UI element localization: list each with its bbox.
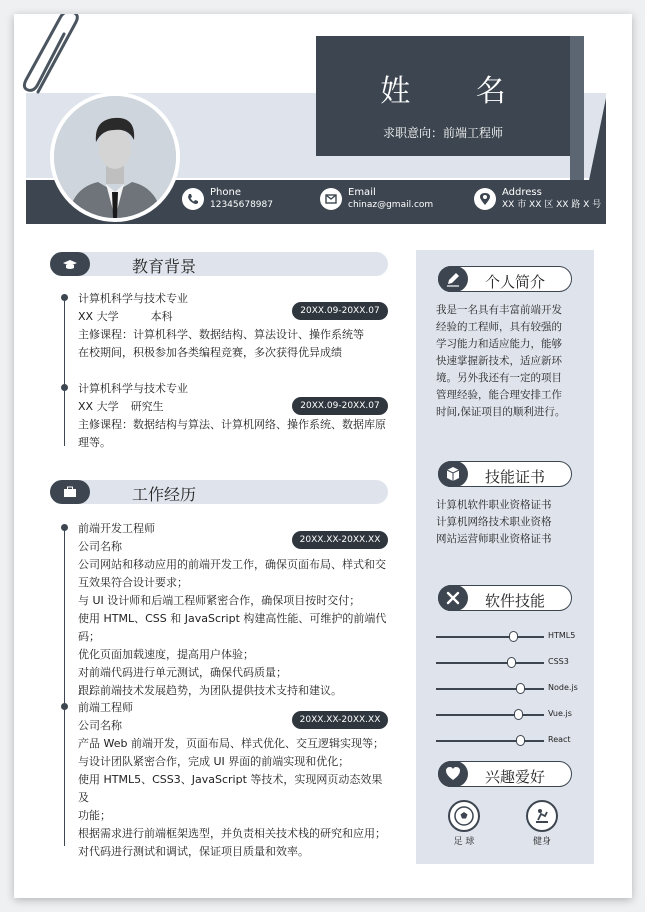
profile-title: 个人简介 bbox=[485, 273, 546, 291]
address-label: Address bbox=[502, 187, 542, 198]
profile-line: 管理经验，能合理安排工作 bbox=[436, 389, 562, 401]
skill-row bbox=[436, 682, 586, 696]
hobbies-header bbox=[438, 761, 572, 787]
graduation-cap-icon bbox=[50, 252, 90, 276]
contact-address bbox=[474, 186, 601, 212]
work-line: 功能； bbox=[78, 809, 111, 822]
avatar bbox=[50, 92, 180, 222]
education-line: 主修课程：计算机科学、数据结构、算法设计、操作系统等 bbox=[78, 328, 364, 341]
contact-email bbox=[320, 186, 433, 212]
cert-item: 计算机软件职业资格证书 bbox=[436, 499, 552, 511]
software-header bbox=[438, 585, 572, 611]
education-timeline bbox=[64, 298, 65, 446]
work-timeline bbox=[64, 526, 65, 846]
skill-track bbox=[436, 688, 544, 690]
name-box-edge bbox=[570, 36, 584, 180]
education-entry bbox=[78, 380, 390, 452]
education-degree: 本科 bbox=[150, 310, 173, 323]
address-value: XX 市 XX 区 XX 路 X 号 bbox=[502, 200, 602, 210]
football-icon bbox=[448, 800, 480, 832]
email-icon bbox=[320, 188, 342, 210]
hobby-football bbox=[444, 800, 484, 847]
profile-line: 快速掌握新技术，适应新环 bbox=[436, 355, 562, 367]
heart-icon bbox=[438, 761, 468, 787]
timeline-dot bbox=[61, 384, 68, 391]
skill-row bbox=[436, 708, 586, 722]
cert-item: 网站运营师职业资格证书 bbox=[436, 533, 552, 545]
timeline-dot bbox=[61, 703, 68, 710]
work-line: 产品 Web 前端开发，页面布局、样式优化、交互逻辑实现等； bbox=[78, 737, 384, 750]
profile-line: 时间,保证项目的顺利进行。 bbox=[436, 406, 566, 418]
certs-title: 技能证书 bbox=[485, 468, 546, 486]
work-company: 公司名称 bbox=[78, 719, 122, 732]
phone-value: 12345678987 bbox=[210, 200, 273, 210]
certs-list bbox=[436, 497, 576, 548]
education-entry bbox=[78, 290, 390, 362]
email-label: Email bbox=[348, 187, 376, 198]
skill-level-knob bbox=[507, 657, 516, 668]
work-date: 20XX.XX-20XX.XX bbox=[292, 531, 388, 549]
work-line: 互效果符合设计要求； bbox=[78, 576, 188, 589]
briefcase-icon bbox=[50, 480, 90, 504]
skill-name: CSS3 bbox=[548, 657, 569, 666]
profile-header bbox=[438, 266, 572, 292]
resume-page bbox=[14, 14, 632, 898]
skill-level-knob bbox=[514, 709, 523, 720]
work-line: 根据需求进行前端框架选型，并负责相关技术栈的研究和应用； bbox=[78, 827, 386, 840]
cert-item: 计算机网络技术职业资格 bbox=[436, 516, 552, 528]
software-title: 软件技能 bbox=[485, 592, 546, 610]
profile-text bbox=[436, 302, 576, 421]
education-header bbox=[50, 252, 388, 276]
work-line: 优化页面加载速度，提高用户体验； bbox=[78, 648, 254, 661]
certs-header bbox=[438, 461, 572, 487]
portrait-image bbox=[54, 96, 176, 218]
fitness-icon bbox=[526, 800, 558, 832]
skill-track bbox=[436, 636, 544, 638]
skill-name: React bbox=[548, 735, 571, 744]
name-box bbox=[316, 36, 570, 156]
hobby-label: 足 球 bbox=[453, 837, 475, 847]
location-icon bbox=[474, 188, 496, 210]
education-date: 20XX.09-20XX.07 bbox=[292, 397, 388, 415]
skill-track bbox=[436, 714, 544, 716]
work-header bbox=[50, 480, 388, 504]
education-title: 教育背景 bbox=[132, 257, 197, 276]
skill-level-knob bbox=[509, 631, 518, 642]
profile-line: 我是一名具有丰富前端开发 bbox=[436, 304, 562, 316]
education-major: 计算机科学与技术专业 bbox=[78, 292, 188, 305]
profile-line: 境。另外我还有一定的项目 bbox=[436, 372, 562, 384]
education-line: 理等。 bbox=[78, 436, 111, 449]
work-line: 使用 HTML、CSS 和 JavaScript 构建高性能、可维护的前端代码； bbox=[78, 612, 387, 643]
hobbies-title: 兴趣爱好 bbox=[485, 768, 546, 786]
timeline-dot bbox=[61, 294, 68, 301]
skill-name: Vue.js bbox=[548, 709, 572, 718]
skill-track bbox=[436, 662, 544, 664]
skill-level-knob bbox=[516, 683, 525, 694]
education-line: 主修课程：数据结构与算法、计算机网络、操作系统、数据库原 bbox=[78, 418, 386, 431]
work-line: 对前端代码进行单元测试，确保代码质量； bbox=[78, 666, 287, 679]
sidebar-column bbox=[416, 250, 594, 864]
work-role: 前端开发工程师 bbox=[78, 522, 155, 535]
email-value: chinaz@gmail.com bbox=[348, 200, 434, 210]
education-degree: 研究生 bbox=[130, 400, 164, 413]
contact-phone bbox=[182, 186, 273, 212]
pen-icon bbox=[438, 266, 468, 292]
work-role: 前端工程师 bbox=[78, 701, 133, 714]
phone-label: Phone bbox=[210, 187, 241, 198]
work-line: 公司网站和移动应用的前端开发工作，确保页面布局、样式和交 bbox=[78, 558, 386, 571]
profile-line: 经验的工程师，具有较强的 bbox=[436, 321, 562, 333]
work-line: 与 UI 设计师和后端工程师紧密合作，确保项目按时交付； bbox=[78, 594, 361, 607]
skill-name: HTML5 bbox=[548, 631, 576, 640]
skill-row bbox=[436, 630, 586, 644]
education-major: 计算机科学与技术专业 bbox=[78, 382, 188, 395]
education-line: 在校期间，积极参加各类编程竞赛，多次获得优异成绩 bbox=[78, 346, 342, 359]
skill-name: Node.js bbox=[548, 683, 578, 692]
hobby-fitness bbox=[522, 800, 562, 847]
work-title: 工作经历 bbox=[132, 485, 197, 504]
job-intent: 求职意向：前端工程师 bbox=[382, 126, 503, 140]
work-line: 跟踪前端技术发展趋势，为团队提供技术支持和建议。 bbox=[78, 684, 342, 697]
work-line: 对代码进行测试和调试，保证项目质量和效率。 bbox=[78, 845, 309, 858]
work-date: 20XX.XX-20XX.XX bbox=[292, 711, 388, 729]
skill-track bbox=[436, 740, 544, 742]
work-line: 使用 HTML5、CSS3、JavaScript 等技术，实现网页动态效果及 bbox=[78, 773, 383, 804]
phone-icon bbox=[182, 188, 204, 210]
box-icon bbox=[438, 461, 468, 487]
tools-icon bbox=[438, 585, 468, 611]
work-company: 公司名称 bbox=[78, 540, 122, 553]
skill-level-knob bbox=[516, 735, 525, 746]
hobby-label: 健身 bbox=[532, 837, 551, 847]
work-line: 与设计团队紧密合作，完成 UI 界面的前端实现和优化； bbox=[78, 755, 350, 768]
timeline-dot bbox=[61, 524, 68, 531]
education-school: XX 大学 bbox=[78, 400, 119, 413]
profile-line: 学习能力和适应能力，能够 bbox=[436, 338, 562, 350]
person-name: 姓 名 bbox=[380, 74, 534, 109]
skill-row bbox=[436, 734, 586, 748]
education-school: XX 大学 bbox=[78, 310, 119, 323]
skill-row bbox=[436, 656, 586, 670]
paper-clip-icon bbox=[18, 14, 88, 98]
education-date: 20XX.09-20XX.07 bbox=[292, 302, 388, 320]
